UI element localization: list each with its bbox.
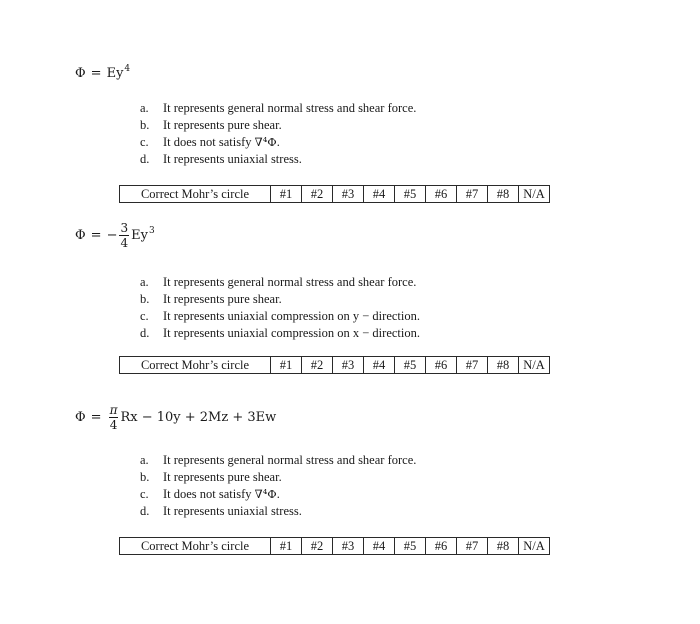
option-c[interactable] [140, 486, 416, 503]
option-text: It represents pure shear. [163, 470, 282, 484]
option-text: It represents uniaxial stress. [163, 152, 302, 166]
mohr-label: Correct Mohr’s circle [120, 357, 271, 374]
equation-exponent: 3 [148, 225, 155, 236]
option-letter: c. [140, 135, 149, 149]
equation-fraction [119, 222, 129, 249]
equation-exponent: 4 [124, 63, 131, 74]
options-list-2 [140, 274, 420, 342]
option-text: It represents general normal stress and shear force. [163, 101, 417, 115]
mohr-choice-5[interactable]: #5 [395, 186, 426, 203]
option-letter: b. [140, 470, 150, 484]
option-letter: c. [140, 487, 149, 501]
mohr-choice-7[interactable]: #7 [457, 357, 488, 374]
fraction-denominator: 4 [109, 418, 118, 432]
option-c[interactable] [140, 134, 416, 151]
option-symbol: ∇⁴Φ [254, 487, 277, 501]
mohr-choice-6[interactable]: #6 [426, 357, 457, 374]
option-b[interactable] [140, 291, 420, 308]
mohr-label: Correct Mohr’s circle [120, 186, 271, 203]
option-b[interactable] [140, 117, 416, 134]
option-letter: a. [140, 275, 149, 289]
mohr-choice-8[interactable]: #8 [488, 538, 519, 555]
equation-3 [75, 404, 276, 431]
mohr-choice-8[interactable]: #8 [488, 186, 519, 203]
equation-lhs: Φ [75, 228, 86, 243]
option-text: It represents general normal stress and shear force. [163, 453, 417, 467]
equation-fraction [109, 404, 119, 431]
options-list-1 [140, 100, 416, 168]
equation-2 [75, 222, 155, 249]
mohr-table-2 [119, 356, 550, 374]
mohr-choice-7[interactable]: #7 [457, 538, 488, 555]
option-letter: d. [140, 152, 150, 166]
mohr-choice-4[interactable]: #4 [364, 186, 395, 203]
mohr-choice-2[interactable]: #2 [302, 186, 333, 203]
mohr-choice-na[interactable]: N/A [519, 186, 550, 203]
option-punct: . [276, 487, 280, 501]
equation-term: Ey [106, 66, 124, 81]
option-c[interactable] [140, 308, 420, 325]
option-letter: d. [140, 504, 150, 518]
equation-term: Ey [131, 228, 148, 243]
option-letter: b. [140, 292, 150, 306]
mohr-choice-4[interactable]: #4 [364, 357, 395, 374]
option-d[interactable] [140, 325, 420, 342]
equation-term: Rx − 10y + 2Mz + 3Ew [120, 410, 277, 425]
option-a[interactable] [140, 452, 416, 469]
option-text: It does not satisfy [163, 487, 255, 501]
option-letter: c. [140, 309, 149, 323]
mohr-choice-3[interactable]: #3 [333, 186, 364, 203]
option-d[interactable] [140, 151, 416, 168]
option-text: It represents uniaxial compression on y − direction. [163, 309, 420, 323]
option-letter: b. [140, 118, 150, 132]
fraction-numerator: 3 [120, 221, 129, 235]
option-a[interactable] [140, 100, 416, 117]
mohr-table-3 [119, 537, 550, 555]
option-letter: d. [140, 326, 150, 340]
option-text: It represents general normal stress and shear force. [163, 275, 417, 289]
option-punct: . [276, 135, 280, 149]
mohr-table-1 [119, 185, 550, 203]
mohr-choice-na[interactable]: N/A [519, 538, 550, 555]
option-letter: a. [140, 101, 149, 115]
mohr-choice-3[interactable]: #3 [333, 538, 364, 555]
mohr-choice-5[interactable]: #5 [395, 538, 426, 555]
option-text: It represents pure shear. [163, 292, 282, 306]
fraction-numerator: π [109, 403, 118, 417]
mohr-choice-8[interactable]: #8 [488, 357, 519, 374]
mohr-choice-1[interactable]: #1 [271, 538, 302, 555]
equation-equals: = [90, 410, 102, 425]
mohr-choice-1[interactable]: #1 [271, 186, 302, 203]
mohr-choice-7[interactable]: #7 [457, 186, 488, 203]
equation-lhs: Φ [75, 410, 86, 425]
mohr-label: Correct Mohr’s circle [120, 538, 271, 555]
equation-lhs: Φ [75, 66, 86, 81]
mohr-choice-na[interactable]: N/A [519, 357, 550, 374]
mohr-choice-2[interactable]: #2 [302, 538, 333, 555]
fraction-denominator: 4 [120, 236, 129, 250]
mohr-choice-6[interactable]: #6 [426, 186, 457, 203]
option-letter: a. [140, 453, 149, 467]
option-text: It represents pure shear. [163, 118, 282, 132]
mohr-choice-1[interactable]: #1 [271, 357, 302, 374]
options-list-3 [140, 452, 416, 520]
option-text: It does not satisfy [163, 135, 255, 149]
mohr-choice-5[interactable]: #5 [395, 357, 426, 374]
option-text: It represents uniaxial stress. [163, 504, 302, 518]
equation-equals: = [90, 228, 102, 243]
option-b[interactable] [140, 469, 416, 486]
option-a[interactable] [140, 274, 420, 291]
mohr-choice-6[interactable]: #6 [426, 538, 457, 555]
equation-1 [75, 63, 131, 81]
mohr-choice-3[interactable]: #3 [333, 357, 364, 374]
mohr-choice-2[interactable]: #2 [302, 357, 333, 374]
equation-equals: = [90, 66, 102, 81]
option-d[interactable] [140, 503, 416, 520]
option-symbol: ∇⁴Φ [254, 135, 277, 149]
equation-sign: − [106, 228, 118, 243]
option-text: It represents uniaxial compression on x − direction. [163, 326, 420, 340]
mohr-choice-4[interactable]: #4 [364, 538, 395, 555]
